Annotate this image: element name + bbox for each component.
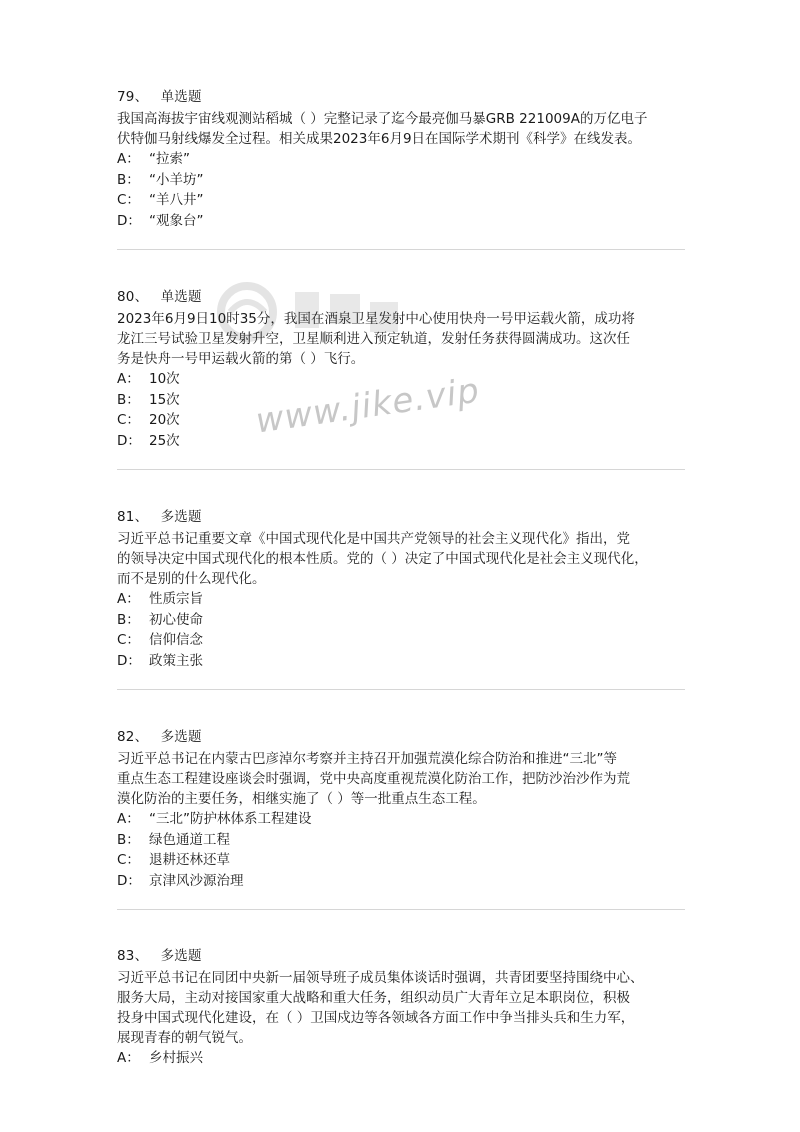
option-letter: A： [117,811,140,827]
option-letter: D： [117,432,141,449]
question-82 [117,726,687,891]
option-letter: D： [117,872,141,889]
question-header [117,726,687,748]
watermark-text: www.jike.vip [253,370,483,442]
question-line: 2023年6月9日10时35分，我国在酒泉卫星发射中心使用快舟一号甲运载火箭，成功将 [117,311,635,327]
option-text: 政策主张 [149,652,203,669]
question-number: 82 [117,729,135,745]
option-d[interactable] [117,431,687,452]
option-text: “观象台” [149,212,204,229]
option-letter: A： [117,151,140,167]
option-letter: C： [117,852,140,868]
option-letter: B： [117,831,140,848]
question-type: 多选题 [160,729,202,745]
question-type: 多选题 [160,509,202,525]
question-number: 81 [117,509,135,525]
question-text [117,968,687,1048]
question-number: 83 [117,948,135,964]
option-c[interactable] [117,630,687,651]
question-separator: 、 [134,729,149,745]
option-d[interactable] [117,871,687,892]
question-type: 单选题 [160,89,202,105]
option-letter: D： [117,652,141,669]
option-letter: A： [117,591,140,607]
option-text: 绿色通道工程 [149,831,230,848]
question-number: 79 [117,89,135,105]
option-text: 乡村振兴 [149,1050,203,1066]
question-divider [117,689,685,690]
question-text [117,109,687,149]
question-header [117,506,687,528]
option-letter: D： [117,212,141,229]
option-a[interactable] [117,589,687,610]
question-separator: 、 [134,948,149,964]
option-text: 京津风沙源治理 [149,872,244,889]
question-line: 龙江三号试验卫星发射升空，卫星顺利进入预定轨道，发射任务获得圆满成功。这次任 [117,331,630,347]
question-text [117,749,687,809]
question-80 [117,286,687,451]
option-b[interactable] [117,610,687,631]
question-line: 投身中国式现代化建设，在（ ）卫国戍边等各领域各方面工作中争当排头兵和生力军， [117,1010,635,1026]
question-83 [117,945,687,1069]
question-line: 务是快舟一号甲运载火箭的第（ ）飞行。 [117,351,365,367]
question-separator: 、 [134,89,149,105]
option-text: 25次 [149,432,180,449]
question-type: 多选题 [160,948,202,964]
question-line: 漠化防治的主要任务，相继实施了（ ）等一批重点生态工程。 [117,791,486,807]
option-b[interactable] [117,830,687,851]
option-a[interactable] [117,369,687,390]
option-text: 退耕还林还草 [149,852,230,868]
option-text: “拉索” [149,151,190,167]
option-c[interactable] [117,850,687,871]
question-line: 伏特伽马射线爆发全过程。相关成果2023年6月9日在国际学术期刊《科学》在线发表。 [117,131,642,147]
question-divider [117,469,685,470]
option-a[interactable] [117,809,687,830]
question-line: 而不是别的什么现代化。 [117,571,266,587]
question-line: 习近平总书记在同团中央新一届领导班子成员集体谈话时强调，共青团要坚持围绕中心、 [117,970,644,986]
question-header [117,286,687,308]
option-letter: C： [117,412,140,428]
option-d[interactable] [117,211,687,232]
option-text: 初心使命 [149,611,203,628]
question-79 [117,86,687,231]
option-b[interactable] [117,170,687,191]
question-text [117,529,687,589]
option-a[interactable] [117,1048,687,1069]
question-line: 展现青春的朝气锐气。 [117,1030,252,1046]
option-a[interactable] [117,149,687,170]
option-c[interactable] [117,410,687,431]
question-separator: 、 [134,289,149,305]
question-separator: 、 [134,509,149,525]
option-d[interactable] [117,651,687,672]
question-81 [117,506,687,671]
question-divider [117,909,685,910]
option-c[interactable] [117,190,687,211]
option-text: 15次 [149,391,180,408]
option-text: “羊八井” [149,192,204,208]
option-letter: B： [117,171,140,188]
option-letter: B： [117,611,140,628]
question-header [117,86,687,108]
question-line: 习近平总书记在内蒙古巴彦淖尔考察并主持召开加强荒漠化综合防治和推进“三北”等 [117,751,617,767]
question-header [117,945,687,967]
question-line: 服务大局，主动对接国家重大战略和重大任务，组织动员广大青年立足本职岗位，积极 [117,990,630,1006]
option-letter: B： [117,391,140,408]
option-letter: C： [117,192,140,208]
option-text: 信仰信念 [149,632,203,648]
option-text: “小羊坊” [149,171,204,188]
option-text: 20次 [149,412,180,428]
question-divider [117,249,685,250]
option-letter: A： [117,1050,140,1066]
question-type: 单选题 [160,289,202,305]
question-line: 习近平总书记重要文章《中国式现代化是中国共产党领导的社会主义现代化》指出，党 [117,531,630,547]
option-b[interactable] [117,390,687,411]
question-line: 的领导决定中国式现代化的根本性质。党的（ ）决定了中国式现代化是社会主义现代化， [117,551,648,567]
option-text: “三北”防护林体系工程建设 [149,811,312,827]
option-text: 性质宗旨 [149,591,203,607]
option-letter: C： [117,632,140,648]
question-text [117,309,687,369]
question-line: 我国高海拔宇宙线观测站稻城（ ）完整记录了迄今最亮伽马暴GRB 221009A的万亿电子 [117,111,648,127]
question-number: 80 [117,289,135,305]
question-line: 重点生态工程建设座谈会时强调，党中央高度重视荒漠化防治工作，把防沙治沙作为荒 [117,771,630,787]
option-letter: A： [117,371,140,387]
option-text: 10次 [149,371,180,387]
